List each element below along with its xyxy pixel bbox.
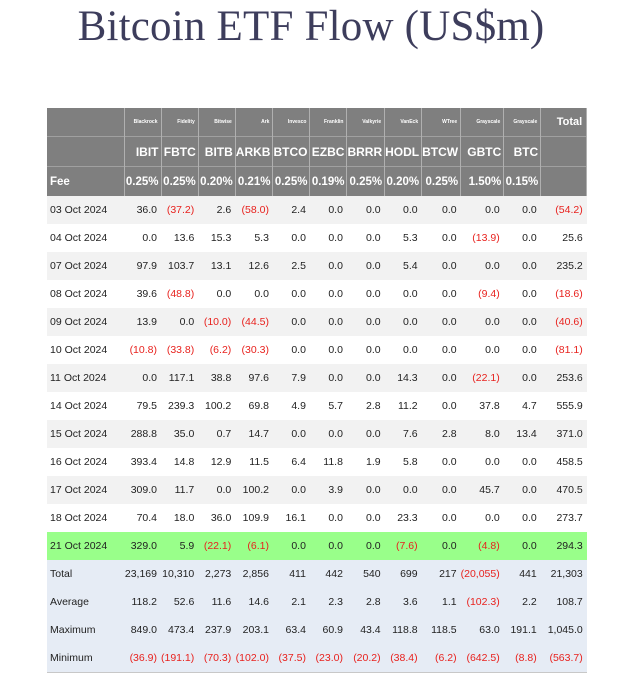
flow-cell: 0.0 <box>385 308 422 336</box>
row-total-cell: 273.7 <box>541 504 587 532</box>
row-total-cell: (54.2) <box>541 196 587 224</box>
table-row <box>47 420 587 448</box>
row-total-cell: 470.5 <box>541 476 587 504</box>
fee-cell: 0.25% <box>273 167 310 197</box>
summary-cell: 118.8 <box>385 616 422 644</box>
flow-cell: 13.9 <box>124 308 161 336</box>
row-total-cell: 371.0 <box>541 420 587 448</box>
flow-cell: 5.3 <box>235 224 273 252</box>
flow-cell: 0.0 <box>422 476 461 504</box>
table-row <box>47 364 587 392</box>
flow-cell: 0.0 <box>273 308 310 336</box>
flow-cell: 36.0 <box>124 196 161 224</box>
table-row <box>47 280 587 308</box>
flow-cell: (30.3) <box>235 336 273 364</box>
issuer-header-row <box>47 108 587 137</box>
flow-cell: 0.0 <box>347 420 385 448</box>
row-total-cell: 555.9 <box>541 392 587 420</box>
flow-cell: 1.9 <box>347 448 385 476</box>
summary-cell: 23,169 <box>124 560 161 588</box>
corner-cell <box>47 108 124 137</box>
summary-cell: 2.3 <box>310 588 347 616</box>
flow-cell: 0.0 <box>422 336 461 364</box>
flow-cell: 100.2 <box>198 392 235 420</box>
table-row <box>47 392 587 420</box>
flow-cell: 13.6 <box>161 224 198 252</box>
flow-cell: 18.0 <box>161 504 198 532</box>
flow-cell: 0.0 <box>422 532 461 560</box>
flow-cell: 0.0 <box>504 280 541 308</box>
flow-cell: 4.9 <box>273 392 310 420</box>
flow-cell: 0.0 <box>504 532 541 560</box>
ticker-header: EZBC <box>310 137 347 167</box>
summary-cell: (8.8) <box>504 644 541 673</box>
row-date: 15 Oct 2024 <box>47 420 124 448</box>
flow-cell: 0.0 <box>310 504 347 532</box>
flow-cell: 0.0 <box>347 336 385 364</box>
flow-cell: 0.0 <box>310 280 347 308</box>
fee-cell: 0.25% <box>347 167 385 197</box>
summary-cell: 43.4 <box>347 616 385 644</box>
flow-cell: 0.0 <box>310 364 347 392</box>
summary-label: Maximum <box>47 616 124 644</box>
flow-cell: 5.7 <box>310 392 347 420</box>
flow-cell: 8.0 <box>461 420 504 448</box>
flow-cell: 7.9 <box>273 364 310 392</box>
row-date: 14 Oct 2024 <box>47 392 124 420</box>
flow-cell: 288.8 <box>124 420 161 448</box>
page-title: Bitcoin ETF Flow (US$m) <box>77 3 545 50</box>
summary-cell: 2.1 <box>273 588 310 616</box>
flow-cell: 2.6 <box>198 196 235 224</box>
ticker-header: IBIT <box>124 137 161 167</box>
flow-cell: 0.0 <box>310 420 347 448</box>
flow-cell: 0.0 <box>347 532 385 560</box>
flow-cell: 309.0 <box>124 476 161 504</box>
table-row <box>47 196 587 224</box>
summary-cell: 63.4 <box>273 616 310 644</box>
flow-cell: (48.8) <box>161 280 198 308</box>
row-total-cell: 25.6 <box>541 224 587 252</box>
row-date: 08 Oct 2024 <box>47 280 124 308</box>
etf-flow-table <box>47 108 587 673</box>
row-date: 03 Oct 2024 <box>47 196 124 224</box>
flow-cell: 2.5 <box>273 252 310 280</box>
summary-cell: 442 <box>310 560 347 588</box>
issuer-header: Blackrock <box>124 108 161 137</box>
flow-cell: 393.4 <box>124 448 161 476</box>
fee-cell-empty <box>541 167 587 197</box>
flow-cell: 0.0 <box>385 476 422 504</box>
summary-row <box>47 616 587 644</box>
flow-cell: 0.7 <box>198 420 235 448</box>
table-row <box>47 308 587 336</box>
summary-cell: 60.9 <box>310 616 347 644</box>
flow-cell: (6.2) <box>198 336 235 364</box>
flow-cell: 0.0 <box>347 252 385 280</box>
flow-cell: 0.0 <box>461 196 504 224</box>
fee-cell: 0.25% <box>161 167 198 197</box>
summary-cell: 21,303 <box>541 560 587 588</box>
summary-cell: (37.5) <box>273 644 310 673</box>
flow-cell: (58.0) <box>235 196 273 224</box>
summary-cell: (563.7) <box>541 644 587 673</box>
flow-cell: 97.6 <box>235 364 273 392</box>
flow-cell: 0.0 <box>273 280 310 308</box>
row-date: 21 Oct 2024 <box>47 532 124 560</box>
flow-cell: 45.7 <box>461 476 504 504</box>
flow-cell: 0.0 <box>504 448 541 476</box>
flow-cell: 0.0 <box>124 224 161 252</box>
flow-cell: (44.5) <box>235 308 273 336</box>
summary-label: Minimum <box>47 644 124 673</box>
flow-cell: (10.0) <box>198 308 235 336</box>
flow-cell: 4.7 <box>504 392 541 420</box>
fee-cell: 0.15% <box>504 167 541 197</box>
flow-cell: 0.0 <box>310 252 347 280</box>
summary-cell: 2.2 <box>504 588 541 616</box>
flow-cell: 0.0 <box>422 196 461 224</box>
flow-cell: (22.1) <box>198 532 235 560</box>
flow-cell: 5.8 <box>385 448 422 476</box>
flow-cell: 12.9 <box>198 448 235 476</box>
fee-cell: 0.25% <box>124 167 161 197</box>
flow-cell: 15.3 <box>198 224 235 252</box>
flow-cell: 103.7 <box>161 252 198 280</box>
flow-cell: 100.2 <box>235 476 273 504</box>
summary-cell: 217 <box>422 560 461 588</box>
issuer-header: Ark <box>235 108 273 137</box>
flow-cell: 0.0 <box>124 364 161 392</box>
flow-cell: 0.0 <box>504 364 541 392</box>
ticker-header: ARKB <box>235 137 273 167</box>
flow-cell: 2.8 <box>347 392 385 420</box>
flow-cell: 0.0 <box>422 448 461 476</box>
flow-cell: (7.6) <box>385 532 422 560</box>
summary-cell: 11.6 <box>198 588 235 616</box>
ticker-header: BTCO <box>273 137 310 167</box>
summary-cell: 118.5 <box>422 616 461 644</box>
summary-cell: 1.1 <box>422 588 461 616</box>
fee-cell: 1.50% <box>461 167 504 197</box>
flow-cell: 0.0 <box>198 476 235 504</box>
flow-cell: (10.8) <box>124 336 161 364</box>
row-total-cell: 458.5 <box>541 448 587 476</box>
summary-cell: 3.6 <box>385 588 422 616</box>
flow-cell: 0.0 <box>161 308 198 336</box>
flow-cell: 3.9 <box>310 476 347 504</box>
flow-cell: 2.4 <box>273 196 310 224</box>
ticker-header: BTC <box>504 137 541 167</box>
summary-cell: 540 <box>347 560 385 588</box>
ticker-header: BRRR <box>347 137 385 167</box>
flow-cell: 7.6 <box>385 420 422 448</box>
table-row <box>47 504 587 532</box>
summary-cell: (23.0) <box>310 644 347 673</box>
issuer-header: WTree <box>422 108 461 137</box>
flow-cell: 0.0 <box>310 336 347 364</box>
summary-row <box>47 644 587 673</box>
flow-cell: 0.0 <box>422 252 461 280</box>
summary-cell: 473.4 <box>161 616 198 644</box>
summary-cell: (6.2) <box>422 644 461 673</box>
flow-cell: 23.3 <box>385 504 422 532</box>
flow-cell: 13.4 <box>504 420 541 448</box>
row-date: 09 Oct 2024 <box>47 308 124 336</box>
flow-cell: 0.0 <box>347 280 385 308</box>
flow-cell: 5.4 <box>385 252 422 280</box>
flow-cell: 0.0 <box>504 196 541 224</box>
summary-cell: (70.3) <box>198 644 235 673</box>
corner-cell <box>47 137 124 167</box>
flow-cell: (6.1) <box>235 532 273 560</box>
summary-cell: 2,856 <box>235 560 273 588</box>
flow-cell: 0.0 <box>504 476 541 504</box>
flow-cell: 0.0 <box>347 308 385 336</box>
flow-cell: 0.0 <box>310 196 347 224</box>
flow-cell: 0.0 <box>422 364 461 392</box>
flow-cell: 79.5 <box>124 392 161 420</box>
fee-cell: 0.20% <box>198 167 235 197</box>
issuer-header: Invesco <box>273 108 310 137</box>
ticker-header-row <box>47 137 587 167</box>
issuer-header: Grayscale <box>461 108 504 137</box>
summary-cell: 2,273 <box>198 560 235 588</box>
flow-cell: 0.0 <box>461 308 504 336</box>
row-total-cell: (18.6) <box>541 280 587 308</box>
flow-cell: 0.0 <box>422 224 461 252</box>
corner-cell <box>541 137 587 167</box>
summary-cell: 2.8 <box>347 588 385 616</box>
flow-cell: (37.2) <box>161 196 198 224</box>
ticker-header: BTCW <box>422 137 461 167</box>
summary-label: Average <box>47 588 124 616</box>
flow-cell: 6.4 <box>273 448 310 476</box>
flow-cell: 0.0 <box>310 532 347 560</box>
ticker-header: BITB <box>198 137 235 167</box>
row-date: 16 Oct 2024 <box>47 448 124 476</box>
flow-cell: 0.0 <box>504 224 541 252</box>
row-date: 10 Oct 2024 <box>47 336 124 364</box>
flow-cell: 329.0 <box>124 532 161 560</box>
summary-cell: (20.2) <box>347 644 385 673</box>
total-column-header: Total <box>541 108 587 137</box>
flow-cell: 0.0 <box>422 280 461 308</box>
summary-cell: 411 <box>273 560 310 588</box>
flow-cell: (9.4) <box>461 280 504 308</box>
row-date: 04 Oct 2024 <box>47 224 124 252</box>
row-total-cell: 235.2 <box>541 252 587 280</box>
issuer-header: Bitwise <box>198 108 235 137</box>
summary-cell: 237.9 <box>198 616 235 644</box>
flow-cell: 0.0 <box>347 504 385 532</box>
flow-cell: 0.0 <box>273 336 310 364</box>
summary-cell: 699 <box>385 560 422 588</box>
fee-cell: 0.19% <box>310 167 347 197</box>
summary-cell: 14.6 <box>235 588 273 616</box>
table-row <box>47 448 587 476</box>
row-date: 07 Oct 2024 <box>47 252 124 280</box>
issuer-header: VanEck <box>385 108 422 137</box>
issuer-header: Fidelity <box>161 108 198 137</box>
flow-cell: 0.0 <box>347 364 385 392</box>
flow-cell: 0.0 <box>385 196 422 224</box>
flow-cell: 0.0 <box>310 308 347 336</box>
flow-cell: 11.7 <box>161 476 198 504</box>
flow-cell: 69.8 <box>235 392 273 420</box>
table-row <box>47 252 587 280</box>
flow-cell: 37.8 <box>461 392 504 420</box>
table-row-highlighted <box>47 532 587 560</box>
flow-cell: 0.0 <box>273 224 310 252</box>
flow-cell: 0.0 <box>461 504 504 532</box>
summary-cell: (642.5) <box>461 644 504 673</box>
row-total-cell: 253.6 <box>541 364 587 392</box>
flow-cell: 11.2 <box>385 392 422 420</box>
flow-cell: 0.0 <box>504 252 541 280</box>
flow-cell: 0.0 <box>347 196 385 224</box>
flow-cell: 97.9 <box>124 252 161 280</box>
flow-cell: 0.0 <box>422 504 461 532</box>
flow-cell: 0.0 <box>347 476 385 504</box>
summary-cell: (191.1) <box>161 644 198 673</box>
flow-cell: 0.0 <box>347 224 385 252</box>
flow-cell: 109.9 <box>235 504 273 532</box>
flow-cell: 0.0 <box>235 280 273 308</box>
summary-cell: 1,045.0 <box>541 616 587 644</box>
flow-cell: 13.1 <box>198 252 235 280</box>
fee-row <box>47 167 587 197</box>
summary-label: Total <box>47 560 124 588</box>
flow-cell: 12.6 <box>235 252 273 280</box>
flow-cell: 0.0 <box>273 476 310 504</box>
flow-cell: 0.0 <box>504 308 541 336</box>
row-total-cell: (40.6) <box>541 308 587 336</box>
flow-cell: 5.9 <box>161 532 198 560</box>
summary-cell: (36.9) <box>124 644 161 673</box>
summary-cell: (102.3) <box>461 588 504 616</box>
flow-cell: 117.1 <box>161 364 198 392</box>
flow-cell: (13.9) <box>461 224 504 252</box>
flow-cell: 14.8 <box>161 448 198 476</box>
flow-cell: 0.0 <box>422 392 461 420</box>
flow-cell: 0.0 <box>273 532 310 560</box>
flow-cell: 11.8 <box>310 448 347 476</box>
issuer-header: Grayscale <box>504 108 541 137</box>
ticker-header: HODL <box>385 137 422 167</box>
flow-cell: 0.0 <box>461 448 504 476</box>
flow-cell: 36.0 <box>198 504 235 532</box>
table-row <box>47 476 587 504</box>
flow-cell: 2.8 <box>422 420 461 448</box>
fee-cell: 0.21% <box>235 167 273 197</box>
flow-cell: 14.7 <box>235 420 273 448</box>
flow-cell: 0.0 <box>310 224 347 252</box>
flow-cell: 38.8 <box>198 364 235 392</box>
row-total-cell: (81.1) <box>541 336 587 364</box>
row-date: 17 Oct 2024 <box>47 476 124 504</box>
summary-cell: 52.6 <box>161 588 198 616</box>
table-row <box>47 336 587 364</box>
flow-cell: 0.0 <box>385 280 422 308</box>
flow-cell: 39.6 <box>124 280 161 308</box>
flow-cell: 239.3 <box>161 392 198 420</box>
row-date: 18 Oct 2024 <box>47 504 124 532</box>
fee-label: Fee <box>47 167 124 197</box>
summary-row <box>47 560 587 588</box>
flow-cell: 0.0 <box>461 336 504 364</box>
flow-cell: 5.3 <box>385 224 422 252</box>
flow-cell: 0.0 <box>504 504 541 532</box>
summary-cell: (102.0) <box>235 644 273 673</box>
row-date: 11 Oct 2024 <box>47 364 124 392</box>
fee-cell: 0.25% <box>422 167 461 197</box>
flow-cell: 70.4 <box>124 504 161 532</box>
row-total-cell: 294.3 <box>541 532 587 560</box>
issuer-header: Franklin <box>310 108 347 137</box>
flow-cell: 35.0 <box>161 420 198 448</box>
table-row <box>47 224 587 252</box>
flow-cell: 0.0 <box>273 420 310 448</box>
summary-cell: 10,310 <box>161 560 198 588</box>
summary-row <box>47 588 587 616</box>
summary-cell: 118.2 <box>124 588 161 616</box>
summary-cell: 108.7 <box>541 588 587 616</box>
flow-cell: (4.8) <box>461 532 504 560</box>
flow-cell: 0.0 <box>461 252 504 280</box>
ticker-header: FBTC <box>161 137 198 167</box>
flow-cell: (22.1) <box>461 364 504 392</box>
flow-cell: 0.0 <box>422 308 461 336</box>
summary-cell: 63.0 <box>461 616 504 644</box>
summary-cell: 441 <box>504 560 541 588</box>
flow-cell: (33.8) <box>161 336 198 364</box>
flow-cell: 14.3 <box>385 364 422 392</box>
summary-cell: 849.0 <box>124 616 161 644</box>
flow-cell: 0.0 <box>198 280 235 308</box>
ticker-header: GBTC <box>461 137 504 167</box>
fee-cell: 0.20% <box>385 167 422 197</box>
summary-cell: (38.4) <box>385 644 422 673</box>
summary-cell: 203.1 <box>235 616 273 644</box>
summary-cell: (20,055) <box>461 560 504 588</box>
flow-cell: 11.5 <box>235 448 273 476</box>
issuer-header: Valkyrie <box>347 108 385 137</box>
summary-cell: 191.1 <box>504 616 541 644</box>
flow-cell: 0.0 <box>504 336 541 364</box>
flow-cell: 0.0 <box>385 336 422 364</box>
flow-cell: 16.1 <box>273 504 310 532</box>
